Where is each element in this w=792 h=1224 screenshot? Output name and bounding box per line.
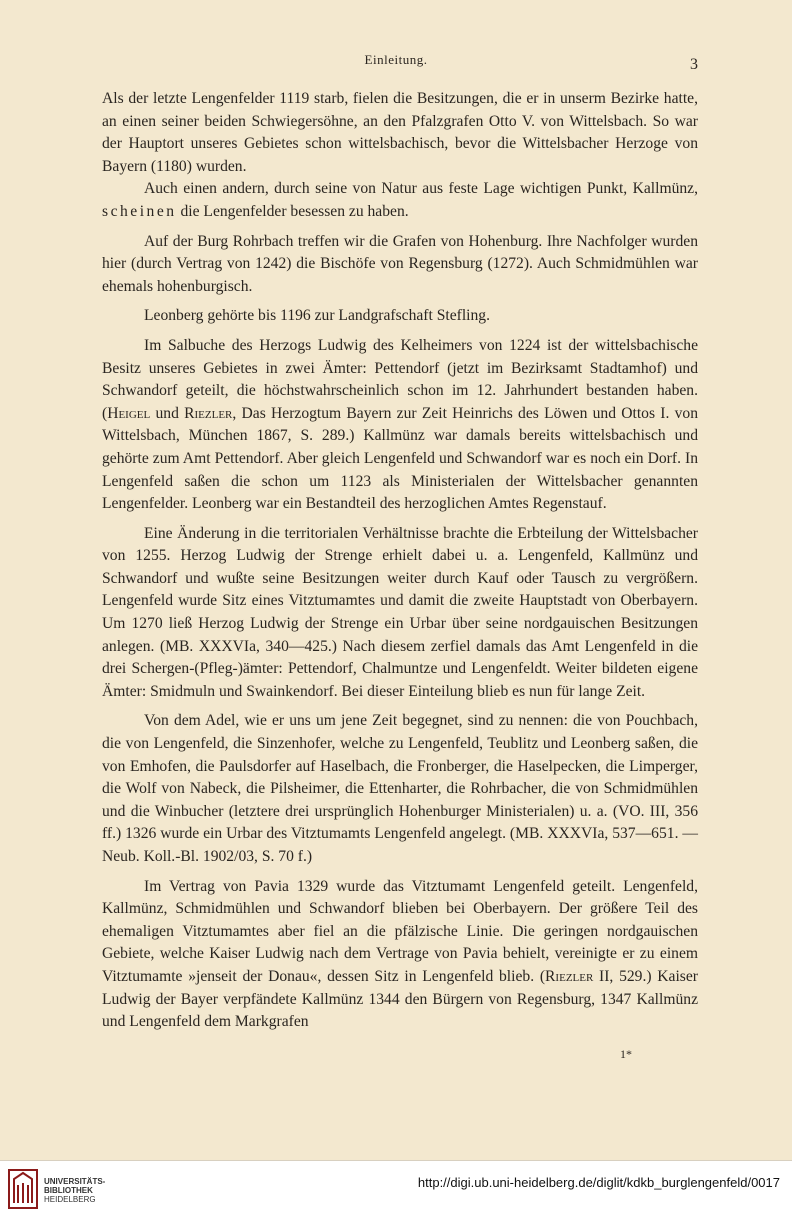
signature-mark: 1* [620,1047,632,1061]
paragraph-1: Als der letzte Lengenfelder 1119 starb, fielen die Besitzungen, die er in unserm Bezirke hatte, an einen seiner beiden Schwiegersöhne, an den Pfalzgrafen Otto V. von Wittelsbach. So war der Hauptort unseres Gebietes schon wittelsbachisch, bevor die Wittelsbacher Herzoge von Bayern (1180) wurden. [102,90,698,175]
author-name: Heigel [107,404,151,422]
paragraph-3: Auf der Burg Rohrbach treffen wir die Grafen von Hohenburg. Ihre Nachfolger wurden hier (durch Vertrag von 1242) die Bischöfe von Regensburg (1272). Auch Schmidmühlen war ehemals hohenburgisch. [102,232,698,295]
paragraph-6: Eine Änderung in die territorialen Verhältnisse brachte die Erbteilung der Wittelsbacher von 1255. Herzog Ludwig der Strenge erhielt dabei u. a. Lengenfeld, Kallmünz und Schwandorf und wußte seine Besitzungen weiter durch Kauf oder Tausch zu vergrößern. Lengenfeld wurde Sitz eines Vitztumamtes und damit die zweite Hauptstadt von Oberbayern. Um 1270 ließ Herzog Ludwig der Strenge ein Urbar über seine nordgauischen Besitzungen anlegen. (MB. XXXVIa, 340—425.) Nach diesem zerfiel damals das Amt Lengenfeld in die drei Schergen-(Pfleg-)ämter: Pettendorf, Chalmuntze und Lengenfeldt. Weiter bildeten eigene Ämter: Smidmuln und Swainkendorf. Bei dieser Einteilung blieb es nun für lange Zeit. [102,524,698,700]
paragraph-8: Im Vertrag von Pavia 1329 wurde das Vitztumamt Lengenfeld geteilt. Lengenfeld, Kallmünz, Schmidmühlen und Schwandorf blieben bei Oberbayern. Der größere Teil des ehemaligen Vitztumamtes aber fiel an die pfälzische Linie. Die geringen nordgauischen Gebiete, welche Kaiser Ludwig nach dem Vertrage von Pavia behielt, vereinigte er zu einem Vitztumamte »jenseit der Donau«, dessen Sitz in Lengenfeld blieb. (Riezler II, 529.) Kaiser Ludwig der Bayer verpfändete Kallmünz 1344 den Bürgern von Regensburg, 1347 Kallmünz und Lengenfeld dem Markgrafen [102,877,698,1031]
running-head: Einleitung. [364,52,428,67]
author-name: Riezler [184,404,233,422]
page-number: 3 [690,56,698,73]
author-name: Riezler [545,967,594,985]
footer-bar [0,1160,792,1224]
paragraph-4: Leonberg gehörte bis 1196 zur Landgrafschaft Stefling. [144,307,490,325]
body-text [102,88,698,1034]
paragraph-5: Im Salbuche des Herzogs Ludwig des Kelheimers von 1224 ist der wittelsbachische Besitz unseres Gebietes in zwei Ämter: Pettendorf (jetzt im Bezirksamt Stadtamhof) und Schwandorf geteilt, die höchstwahrscheinlich schon im 12. Jahrhundert bestanden haben. (Heigel und Riezler, Das Herzogtum Bayern zur Zeit Heinrichs des Löwen und Ottos I. von Wittelsbach, München 1867, S. 289.) Kallmünz war damals bereits wittelsbachisch und gehörte zum Amt Pettendorf. Aber gleich Lengenfeld und Schwandorf war es noch ein Dorf. In Lengenfeld saßen die schon um 1123 als Ministerialen der Wittelsbacher genannten Lengenfelder. Leonberg war ein Bestandteil des herzoglichen Amtes Regenstauf. [102,336,698,513]
library-logo-icon [8,1169,38,1209]
library-name: UNIVERSITÄTS- BIBLIOTHEK HEIDELBERG [44,1177,106,1204]
paragraph-7: Von dem Adel, wie er uns um jene Zeit begegnet, sind zu nennen: die von Pouchbach, die von Lengenfeld, die Sinzenhofer, welche zu Lengenfeld, Teublitz und Leonberg saßen, die von Emhofen, die Paulsdorfer auf Haselbach, die Fronberger, die Haselpecken, die Limperger, die Wolf von Nabeck, die Pilsheimer, die Ettenharter, die Rohrbacher, die von Schmidmühlen und die Winbucher (letztere drei ursprünglich Hohenburger Ministerialen) u. a. (VO. III, 356 ff.) 1326 wurde ein Urbar des Vitztumamts Lengenfeld angelegt. (MB. XXXVIa, 537—651. — Neub. Koll.-Bl. 1902/03, S. 70 f.) [102,712,698,865]
paragraph-2: Auch einen andern, durch seine von Natur aus feste Lage wichtigen Punkt, Kallmünz, scheinen die Lengenfelder besessen zu haben. [102,180,698,220]
spaced-emphasis: scheinen [102,202,177,220]
source-url[interactable]: http://digi.ub.uni-heidelberg.de/diglit/kdkb_burglengenfeld/0017 [417,1175,780,1190]
